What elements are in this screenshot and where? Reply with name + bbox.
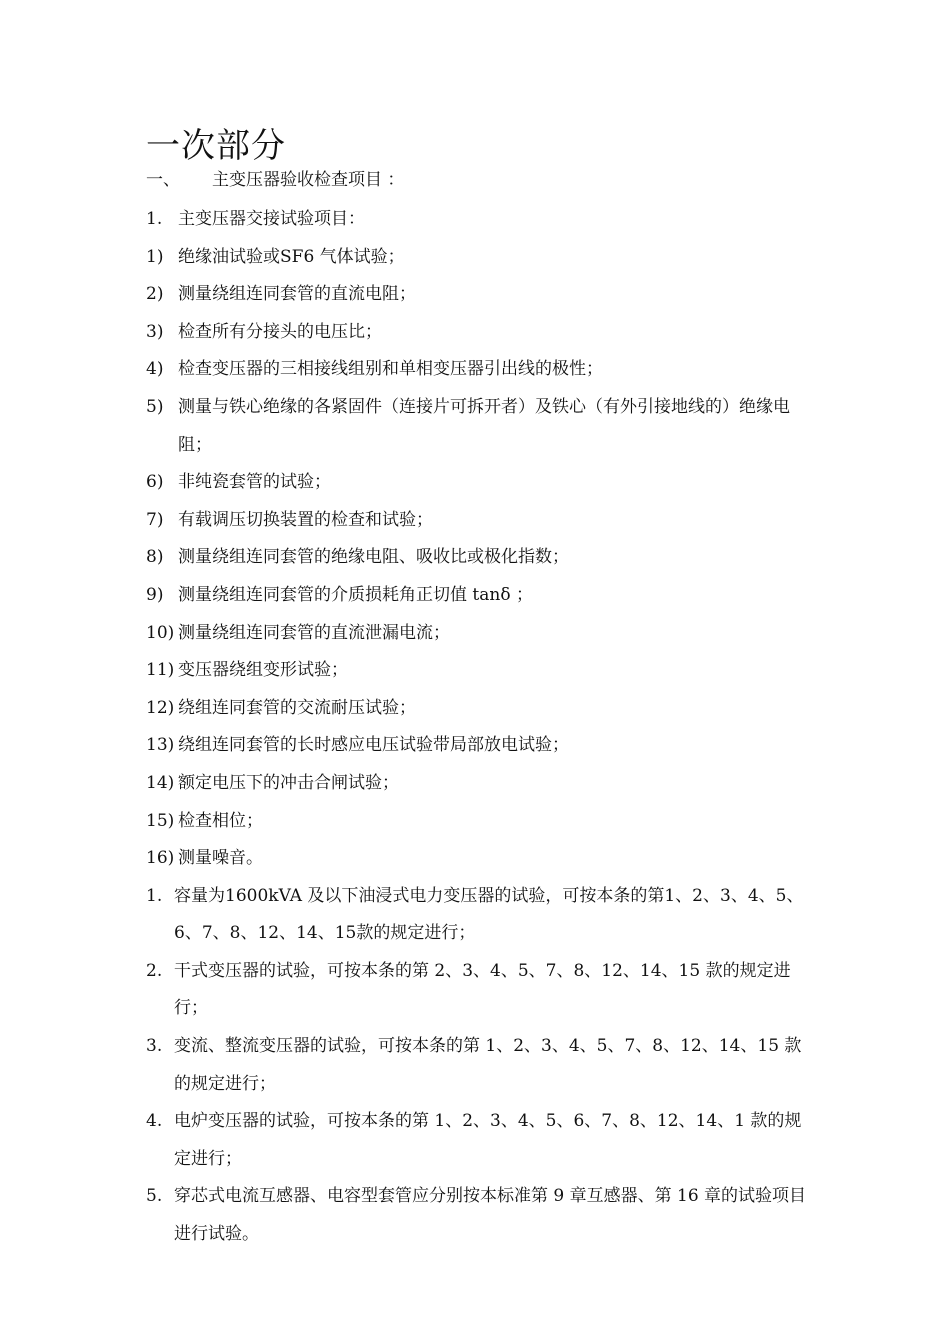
- section-title: 主变压器验收检查项目 ：: [212, 170, 405, 190]
- list-item-number: 6): [146, 472, 164, 493]
- subheading-number: 1.: [146, 209, 163, 229]
- list-item-text: 变压器绕组变形试验；: [178, 660, 348, 681]
- list-item-text: 检查所有分接头的电压比；: [178, 321, 382, 342]
- list-item: [146, 727, 816, 765]
- note-number: 3.: [146, 1036, 163, 1057]
- list-item-number: 5): [146, 396, 164, 417]
- list-item-text: 有载调压切换装置的检查和试验；: [178, 509, 433, 530]
- list-item-text: 测量绕组连同套管的直流电阻；: [178, 284, 416, 305]
- list-item-text: 绕组连同套管的长时感应电压试验带局部放电试验；: [178, 735, 569, 756]
- list-item-text: 测量与铁心绝缘的各紧固件（连接片可拆开者）及铁心（有外引接地线的）绝缘电阻；: [178, 396, 790, 455]
- list-item-number: 15): [146, 810, 175, 831]
- list-item-text: 测量绕组连同套管的绝缘电阻、吸收比或极化指数；: [178, 547, 569, 568]
- list-item-number: 12): [146, 697, 175, 718]
- subheading: [146, 201, 816, 239]
- list-item-number: 7): [146, 509, 164, 530]
- list-item-text: 额定电压下的冲击合闸试验；: [178, 772, 399, 793]
- note-item: [146, 1028, 816, 1103]
- list-item-text: 测量绕组连同套管的直流泄漏电流；: [178, 622, 450, 643]
- note-number: 2.: [146, 960, 163, 981]
- list-item-number: 1): [146, 246, 164, 267]
- note-number: 1.: [146, 885, 163, 906]
- subheading-text: 主变压器交接试验项目：: [178, 209, 365, 229]
- note-text: 变流、整流变压器的试验，可按本条的第 1、2、3、4、5、7、8、12、14、15 款的规定进行；: [174, 1036, 802, 1094]
- list-item-number: 8): [146, 547, 164, 568]
- note-text: 容量为1600kVA 及以下油浸式电力变压器的试验，可按本条的第1、2、3、4、5、6、7、8、12、14、15款的规定进行；: [174, 885, 804, 944]
- note-item: [146, 953, 816, 1028]
- note-number: 5.: [146, 1186, 163, 1207]
- list-item: [146, 803, 816, 841]
- list-item-text: 测量绕组连同套管的介质损耗角正切值 tanδ ；: [178, 584, 533, 605]
- list-item: [146, 539, 816, 577]
- list-item-number: 2): [146, 284, 164, 305]
- list-item: [146, 389, 816, 464]
- list-item: [146, 690, 816, 728]
- list-item-text: 检查相位；: [178, 810, 263, 831]
- list-item: [146, 464, 816, 502]
- note-number: 4.: [146, 1111, 163, 1132]
- list-item: [146, 502, 816, 540]
- note-item: [146, 878, 816, 953]
- list-item-number: 4): [146, 359, 164, 380]
- list-item: [146, 351, 816, 389]
- list-item-text: 非纯瓷套管的试验；: [178, 472, 331, 493]
- page-title: 一次部分: [146, 125, 286, 166]
- list-item-number: 14): [146, 772, 175, 793]
- list-item-number: 11): [146, 660, 175, 681]
- note-text: 电炉变压器的试验，可按本条的第 1、2、3、4、5、6、7、8、12、14、1 款的规定进行；: [174, 1111, 802, 1169]
- section-heading: [146, 166, 404, 194]
- list-item-text: 测量噪音。: [178, 848, 263, 869]
- note-item: [146, 1103, 816, 1178]
- list-item: [146, 239, 816, 277]
- note-item: [146, 1178, 816, 1253]
- list-item-number: 3): [146, 321, 164, 342]
- list-item: [146, 314, 816, 352]
- list-item-number: 10): [146, 622, 175, 643]
- list-item: [146, 652, 816, 690]
- note-text: 穿芯式电流互感器、电容型套管应分别按本标准第 9 章互感器、第 16 章的试验项目进行试验。: [174, 1186, 807, 1245]
- document-body: [146, 201, 816, 1254]
- list-item-number: 9): [146, 584, 164, 605]
- list-item: [146, 840, 816, 878]
- section-number: 一、: [146, 170, 180, 190]
- list-item-text: 绝缘油试验或SF6 气体试验；: [178, 246, 405, 267]
- list-item-text: 检查变压器的三相接线组别和单相变压器引出线的极性；: [178, 359, 603, 380]
- list-item: [146, 615, 816, 653]
- note-text: 干式变压器的试验，可按本条的第 2、3、4、5、7、8、12、14、15 款的规定进行；: [174, 960, 791, 1019]
- list-item-number: 16): [146, 848, 175, 869]
- list-item: [146, 577, 816, 615]
- list-item-number: 13): [146, 735, 175, 756]
- list-item: [146, 765, 816, 803]
- list-item-text: 绕组连同套管的交流耐压试验；: [178, 697, 416, 718]
- list-item: [146, 276, 816, 314]
